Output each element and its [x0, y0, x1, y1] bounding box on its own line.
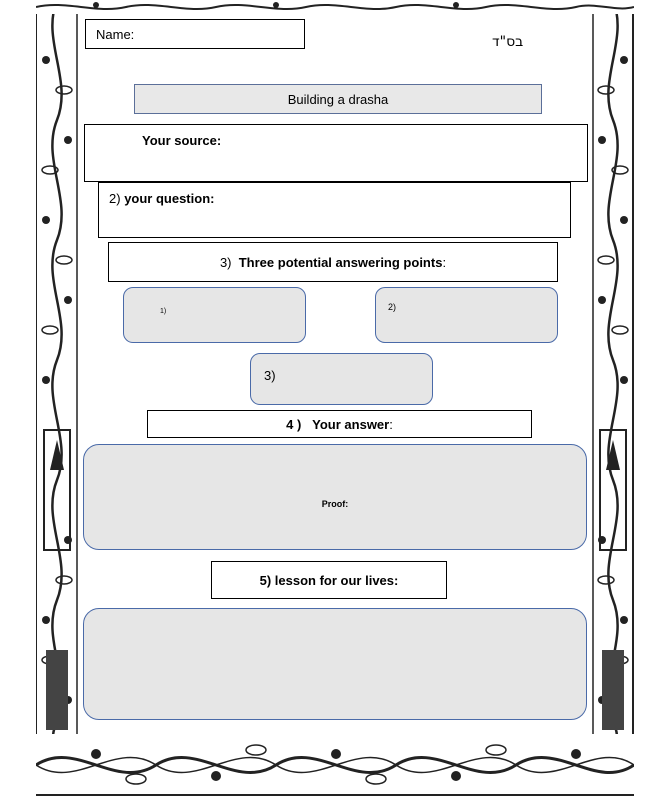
hebrew-heading-mark: בס"ד	[492, 34, 524, 50]
point-2-label: 2)	[388, 302, 397, 312]
points-number: 3)	[219, 254, 232, 270]
floral-border-left	[36, 0, 78, 796]
point-3-label: 3)	[264, 368, 276, 383]
point-1-box[interactable]	[123, 287, 306, 343]
question-label	[109, 191, 214, 206]
points-colon: :	[442, 254, 447, 270]
points-text: Three potential answering points	[238, 254, 443, 270]
your-answer-heading	[147, 410, 532, 438]
answer-colon: :	[389, 416, 393, 432]
point-3-box[interactable]	[250, 353, 433, 405]
floral-border-right	[592, 0, 634, 796]
question-text: your question:	[124, 191, 215, 206]
worksheet-title: Building a drasha	[134, 84, 542, 114]
answering-points-heading	[108, 242, 558, 282]
point-1-label: 1)	[160, 308, 167, 315]
name-field[interactable]	[85, 19, 305, 49]
proof-area[interactable]	[83, 444, 587, 550]
lesson-area[interactable]	[83, 608, 587, 720]
question-number: 2)	[109, 191, 121, 206]
lesson-heading: 5) lesson for our lives:	[211, 561, 447, 599]
answer-number: 4 )	[286, 416, 302, 432]
source-field[interactable]	[84, 124, 588, 182]
answer-text: Your answer	[312, 416, 390, 432]
point-2-box[interactable]	[375, 287, 558, 343]
floral-border-top	[36, 0, 634, 14]
source-label: Your source:	[142, 133, 222, 148]
question-field[interactable]	[98, 182, 571, 238]
name-label: Name:	[96, 27, 135, 42]
proof-label: Proof:	[321, 499, 349, 509]
floral-border-bottom	[36, 734, 634, 796]
